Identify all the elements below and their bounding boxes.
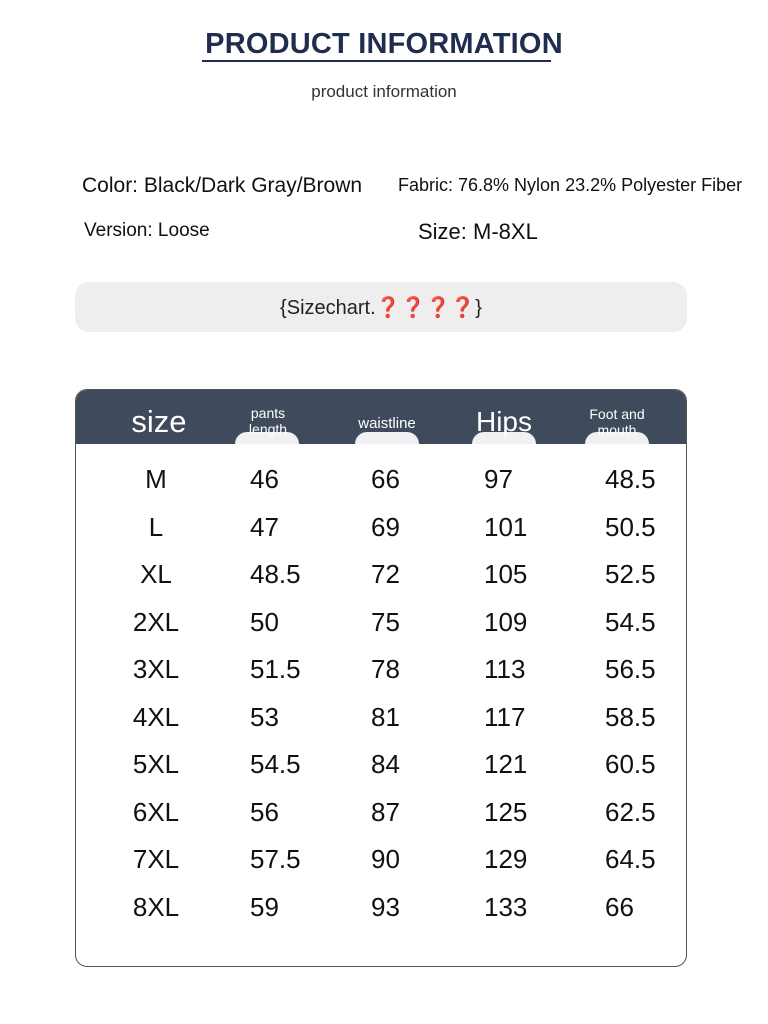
cell-foot-mouth: 50.5 bbox=[605, 511, 656, 542]
cell-waistline: 87 bbox=[371, 796, 400, 827]
cell-size: M bbox=[145, 464, 167, 494]
table-row bbox=[76, 702, 686, 750]
table-row bbox=[76, 559, 686, 607]
cell-foot-mouth: 48.5 bbox=[605, 464, 656, 494]
header-hips: Hips bbox=[475, 406, 532, 437]
cell-foot-mouth: 58.5 bbox=[605, 701, 656, 732]
cell-size: 2XL bbox=[132, 606, 180, 637]
cell-hips: 133 bbox=[484, 891, 528, 922]
cell-hips: 97 bbox=[484, 464, 513, 494]
cell-foot-mouth: 52.5 bbox=[605, 559, 656, 589]
table-row bbox=[76, 464, 686, 512]
table-row bbox=[76, 797, 686, 845]
spec-color: Color: Black/Dark Gray/Brown bbox=[82, 174, 363, 197]
header-pants-length-line2: length bbox=[248, 421, 288, 438]
cell-hips: 105 bbox=[484, 559, 528, 589]
cell-size: L bbox=[148, 511, 164, 542]
size-table-header bbox=[76, 390, 686, 444]
cell-hips: 125 bbox=[484, 796, 528, 827]
cell-size: 7XL bbox=[132, 844, 180, 874]
cell-pants-length: 46 bbox=[250, 464, 279, 494]
header-waistline: waistline bbox=[358, 415, 416, 432]
cell-waistline: 84 bbox=[371, 749, 400, 779]
cell-foot-mouth: 62.5 bbox=[605, 796, 656, 827]
cell-pants-length: 47 bbox=[250, 511, 279, 542]
spec-size: Size: M-8XL bbox=[418, 219, 538, 244]
cell-pants-length: 51.5 bbox=[250, 654, 301, 684]
table-row bbox=[76, 607, 686, 655]
cell-hips: 121 bbox=[484, 749, 528, 779]
cell-size: 6XL bbox=[132, 796, 180, 827]
table-row bbox=[76, 844, 686, 892]
cell-waistline: 75 bbox=[371, 606, 400, 637]
cell-hips: 117 bbox=[484, 701, 526, 732]
spec-version: Version: Loose bbox=[84, 220, 210, 241]
cell-waistline: 66 bbox=[371, 464, 400, 494]
cell-waistline: 81 bbox=[371, 701, 400, 732]
cell-size: XL bbox=[140, 559, 172, 589]
header-foot-mouth-line2: mouth bbox=[597, 422, 637, 439]
title-underline bbox=[202, 60, 551, 62]
cell-hips: 101 bbox=[484, 511, 528, 542]
size-table bbox=[75, 389, 687, 967]
header-foot-mouth-line1: Foot and bbox=[589, 406, 645, 422]
cell-size: 3XL bbox=[132, 654, 180, 684]
header-pants-length-line1: pants bbox=[250, 405, 286, 421]
page-subtitle: product information bbox=[311, 82, 457, 101]
cell-foot-mouth: 56.5 bbox=[605, 654, 656, 684]
cell-pants-length: 56 bbox=[250, 796, 279, 827]
cell-pants-length: 53 bbox=[250, 701, 279, 732]
cell-waistline: 90 bbox=[371, 844, 400, 874]
placeholder-text: {Sizechart.❓❓❓❓} bbox=[280, 296, 482, 319]
header-tab-decoration bbox=[355, 432, 419, 444]
spec-fabric: Fabric: 76.8% Nylon 23.2% Polyester Fiber bbox=[398, 175, 743, 195]
cell-pants-length: 59 bbox=[250, 891, 279, 922]
table-row bbox=[76, 749, 686, 797]
header-pants-length bbox=[234, 405, 302, 437]
page-title: PRODUCT INFORMATION bbox=[205, 28, 563, 60]
header-foot-mouth bbox=[582, 406, 652, 438]
cell-hips: 109 bbox=[484, 606, 528, 637]
cell-pants-length: 48.5 bbox=[250, 559, 301, 589]
cell-foot-mouth: 60.5 bbox=[605, 749, 656, 779]
cell-waistline: 69 bbox=[371, 511, 400, 542]
size-chart-placeholder-bar bbox=[75, 282, 687, 332]
header-size: size bbox=[131, 404, 187, 439]
cell-pants-length: 57.5 bbox=[250, 844, 301, 874]
cell-pants-length: 54.5 bbox=[250, 749, 301, 779]
cell-waistline: 93 bbox=[371, 891, 400, 922]
cell-size: 5XL bbox=[132, 749, 180, 779]
cell-size: 8XL bbox=[132, 891, 180, 922]
cell-hips: 113 bbox=[484, 654, 526, 684]
cell-waistline: 78 bbox=[371, 654, 400, 684]
cell-foot-mouth: 66 bbox=[605, 891, 634, 922]
table-row bbox=[76, 654, 686, 702]
size-table-body bbox=[76, 464, 686, 939]
cell-size: 4XL bbox=[132, 701, 180, 732]
table-row bbox=[76, 512, 686, 560]
cell-waistline: 72 bbox=[371, 559, 400, 589]
cell-foot-mouth: 64.5 bbox=[605, 844, 656, 874]
cell-foot-mouth: 54.5 bbox=[605, 606, 656, 637]
table-row bbox=[76, 892, 686, 940]
cell-pants-length: 50 bbox=[250, 606, 279, 637]
cell-hips: 129 bbox=[484, 844, 528, 874]
